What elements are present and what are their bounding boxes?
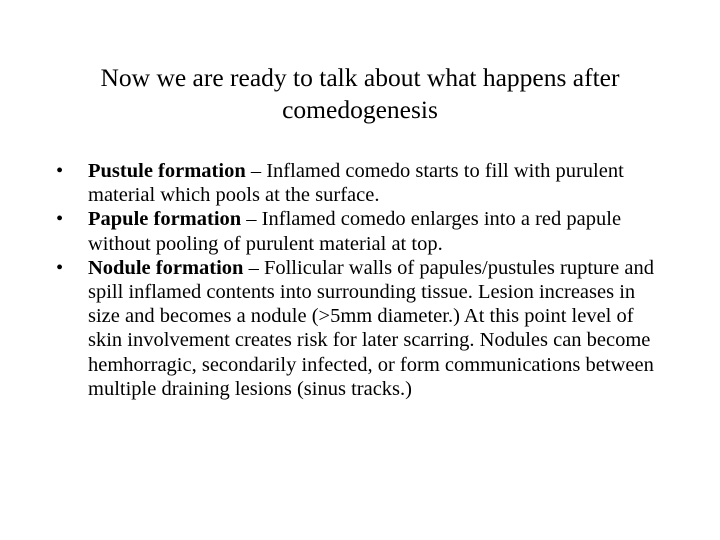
bullet-list [56, 159, 668, 401]
bullet-icon: • [56, 208, 64, 231]
bullet-icon: • [56, 256, 64, 279]
bullet-text: – Follicular walls of papules/pustules rupture and spill inflamed contents into surrounding tissue. Lesion increases in size and becomes a nodule (>5mm diameter.) At this point level of skin involvement creates risk for later scarring. Nodules can become hemhorragic, secondarily infected, or form communications between multiple draining lesions (sinus tracks.) [88, 256, 654, 400]
slide-title: Now we are ready to talk about what happens after comedogenesis [100, 63, 620, 124]
bullet-icon: • [56, 160, 64, 182]
bullet-text: – Inflamed comedo starts to fill with purulent material which pools at the surface. [88, 160, 624, 207]
bullet-item-nodule [56, 256, 668, 401]
bullet-item-papule [56, 207, 668, 255]
bullet-term: Nodule formation [88, 256, 244, 279]
bullet-term: Pustule formation [88, 160, 246, 182]
bullet-term: Papule formation [88, 208, 242, 231]
bullet-text: – Inflamed comedo enlarges into a red papule without pooling of purulent material at top. [88, 208, 622, 255]
bullet-item-pustule [56, 159, 668, 207]
